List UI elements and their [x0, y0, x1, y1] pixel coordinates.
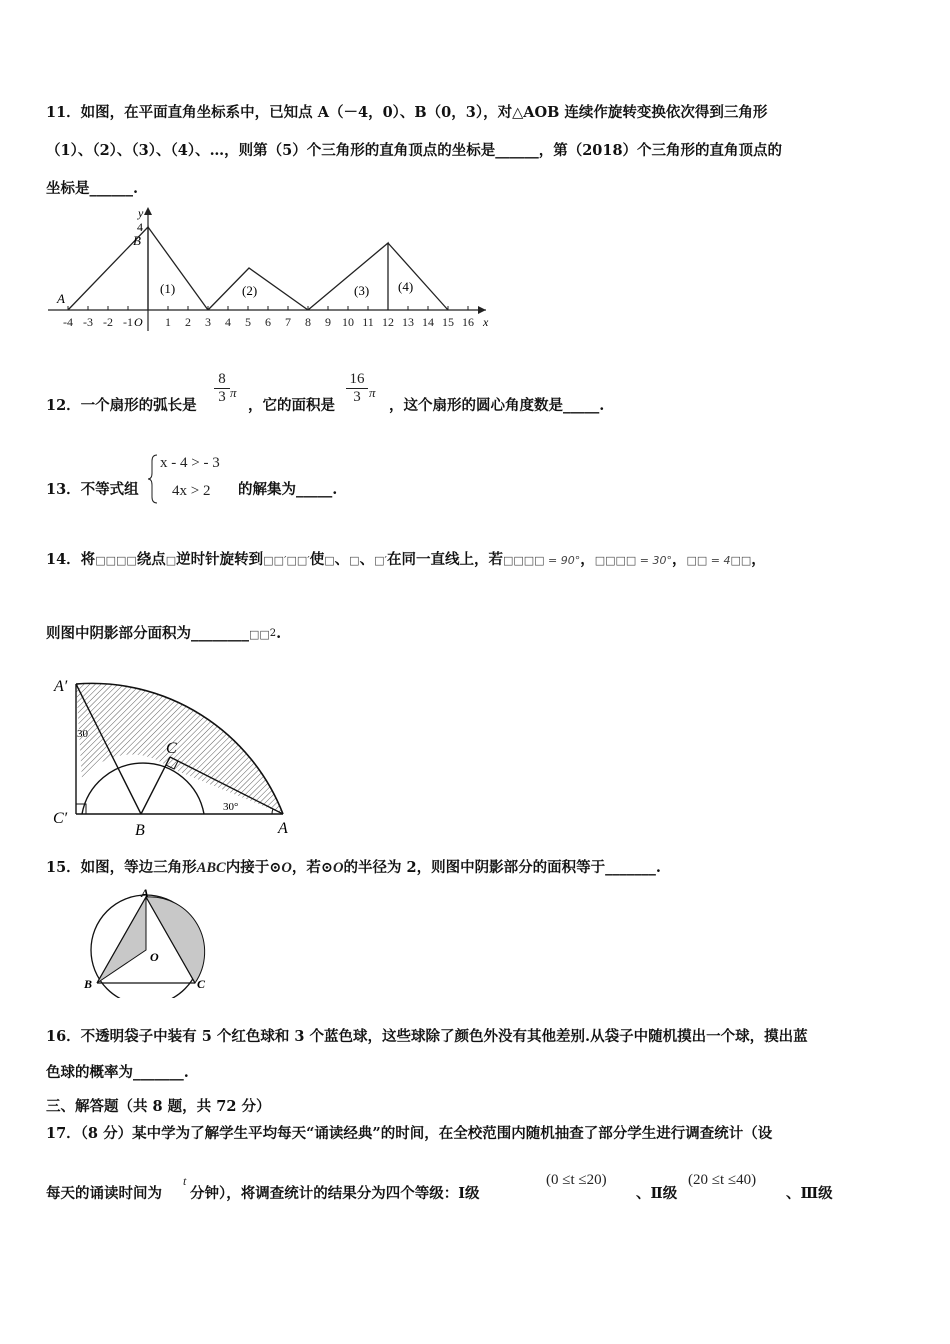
label-A: A	[57, 291, 65, 306]
q14-p9: ，	[672, 551, 687, 568]
q12-area-fraction	[346, 371, 368, 406]
q14-p3: 逆时针旋转到	[176, 551, 264, 568]
q14-line2-end: .	[276, 625, 282, 642]
q14-rotation-figure	[46, 671, 296, 841]
q17-line1: 17．（8 分）某中学为了解学生平均每天“诵读经典”的时间，在全校范围内随机抽查了部分学生进行调查统计（设	[46, 1125, 773, 1142]
q15-abc: ABC	[196, 860, 226, 876]
label-B: B	[133, 233, 141, 248]
q14-p10: ，	[751, 551, 766, 568]
label-A-prime: A′	[54, 678, 68, 695]
q15-circle-figure	[82, 888, 212, 998]
q15-o1: O	[281, 860, 292, 876]
area-denominator: 3	[353, 389, 361, 405]
x-tick-label: -2	[103, 315, 113, 329]
q14-g3: □□′□□′	[263, 554, 310, 567]
arc-numerator: 8	[214, 371, 230, 389]
x-tick-label: 11	[362, 315, 374, 329]
q14-p2: 绕点	[136, 551, 166, 568]
x-tick-label: 1	[165, 315, 171, 329]
q14-p8: ，	[580, 551, 595, 568]
q14-g8: □□□□ = 30°	[594, 554, 673, 567]
q14-p7: 在同一直线上，若	[386, 551, 503, 568]
q14-g7: □□□□ = 90°	[502, 554, 581, 567]
label-x: x	[483, 315, 489, 329]
x-tick-label: 3	[205, 315, 211, 329]
x-tick-label: 5	[245, 315, 251, 329]
label-C-prime: C′	[53, 810, 68, 827]
x-tick-label: 7	[285, 315, 291, 329]
x-tick-label: 9	[325, 315, 331, 329]
label-A: A	[278, 820, 288, 837]
arc-denominator: 3	[218, 389, 226, 405]
q14-unit-sup: 2	[269, 628, 277, 639]
q14-p6: 、	[359, 551, 375, 568]
q11-line3: 坐标是______.	[46, 180, 139, 197]
q12-mid: ，它的面积是	[248, 397, 335, 414]
q12-arc-fraction	[214, 371, 230, 406]
q17-line2b: 分钟），将调查统计的结果分为四个等级：Ⅰ级	[190, 1185, 480, 1202]
x-tick-label: 16	[462, 315, 474, 329]
x-tick-label: 15	[442, 315, 454, 329]
q14-line1	[46, 550, 766, 571]
q14-g4: □	[324, 554, 335, 567]
q15-p1: 15．如图，等边三角形	[46, 859, 197, 876]
label-O: O	[150, 950, 159, 964]
label-O: O	[134, 315, 143, 329]
q15-p4: 的半径为 2，则图中阴影部分的面积等于_______.	[343, 859, 661, 876]
x-tick-label: 2	[185, 315, 191, 329]
x-tick-label: 4	[225, 315, 231, 329]
q11-line2: （1）、（2）、（3）、（4）、…，则第（5）个三角形的直角顶点的坐标是______，第（2018）个三角形的直角顶点的	[46, 142, 783, 159]
label-y: y	[138, 206, 144, 220]
x-tick-label: 14	[422, 315, 434, 329]
q17-range1: (0 ≤t ≤20)	[546, 1172, 607, 1188]
x-tick-label: -3	[83, 315, 93, 329]
label-tri-3: (3)	[354, 283, 370, 298]
q13-prefix: 13．不等式组	[46, 481, 139, 498]
q17-range2: (20 ≤t ≤40)	[688, 1172, 757, 1188]
q14-p5: 、	[334, 551, 350, 568]
q16-line2: 色球的概率为_______.	[46, 1064, 189, 1081]
q16-line1: 16．不透明袋子中装有 5 个红色球和 3 个蓝色球，这些球除了颜色外没有其他差别.从袋子中随机摸出一个球，摸出蓝	[46, 1028, 808, 1045]
label-tri-4: (4)	[398, 279, 414, 294]
q14-line2-text: 则图中阴影部分面积为________	[46, 625, 249, 642]
label-A: A	[141, 888, 150, 900]
q17-t: t	[183, 1174, 187, 1188]
q15-p2: 内接于⊙	[225, 859, 282, 876]
q13-suffix: 的解集为_____.	[238, 481, 338, 498]
x-tick-label: -1	[123, 315, 133, 329]
label-tri-2: (2)	[242, 283, 258, 298]
pi-symbol-1: π	[230, 385, 237, 400]
q11-line1: 11．如图，在平面直角坐标系中，已知点 A（－4，0）、B（0，3），对△AOB 连续作旋转变换依次得到三角形	[46, 104, 768, 121]
q15-p3: ，若⊙	[291, 859, 333, 876]
label-tri-1: (1)	[160, 281, 176, 296]
q14-g5: □	[349, 554, 360, 567]
q15-line	[46, 858, 661, 878]
q14-g2: □	[165, 554, 177, 567]
label-B: B	[135, 822, 145, 839]
label-B: B	[84, 977, 93, 991]
x-tick-label: 12	[382, 315, 394, 329]
area-numerator: 16	[346, 371, 368, 389]
x-tick-label: 6	[265, 315, 271, 329]
q14-g6: □′	[374, 554, 387, 567]
q13-ineq1: x - 4 > - 3	[160, 455, 220, 471]
q13-ineq2: 4x > 2	[172, 483, 211, 499]
x-tick-label: 10	[342, 315, 354, 329]
q14-p1: 14．将	[46, 551, 96, 568]
q14-line2	[46, 624, 281, 645]
q14-unit: □□	[249, 628, 270, 641]
label-4: 4	[137, 220, 143, 234]
q12-suffix: ，这个扇形的圆心角度数是_____.	[389, 397, 605, 414]
q13-brace	[147, 453, 159, 505]
pi-symbol-2: π	[369, 385, 376, 400]
q14-g9: □□ = 4□□	[686, 554, 752, 567]
label-C: C	[197, 977, 206, 991]
section3-title: 三、解答题（共 8 题，共 72 分）	[46, 1098, 271, 1115]
x-tick-label: -4	[63, 315, 73, 329]
label-30: 30	[77, 728, 88, 740]
x-tick-label: 13	[402, 315, 414, 329]
label-30-deg: 30°	[223, 801, 239, 813]
q11-coordinate-figure	[44, 205, 496, 337]
x-tick-label: 8	[305, 315, 311, 329]
q17-line2a: 每天的诵读时间为	[46, 1185, 162, 1202]
label-C: C	[166, 740, 177, 757]
q12-prefix: 12．一个扇形的弧长是	[46, 397, 197, 414]
q17-line2c: 、Ⅱ级	[636, 1185, 678, 1202]
q14-g1: □□□□	[95, 554, 137, 567]
q17-line2d: 、Ⅲ级	[786, 1185, 833, 1202]
q14-p4: 使	[309, 551, 325, 568]
q15-o2: O	[333, 860, 344, 876]
